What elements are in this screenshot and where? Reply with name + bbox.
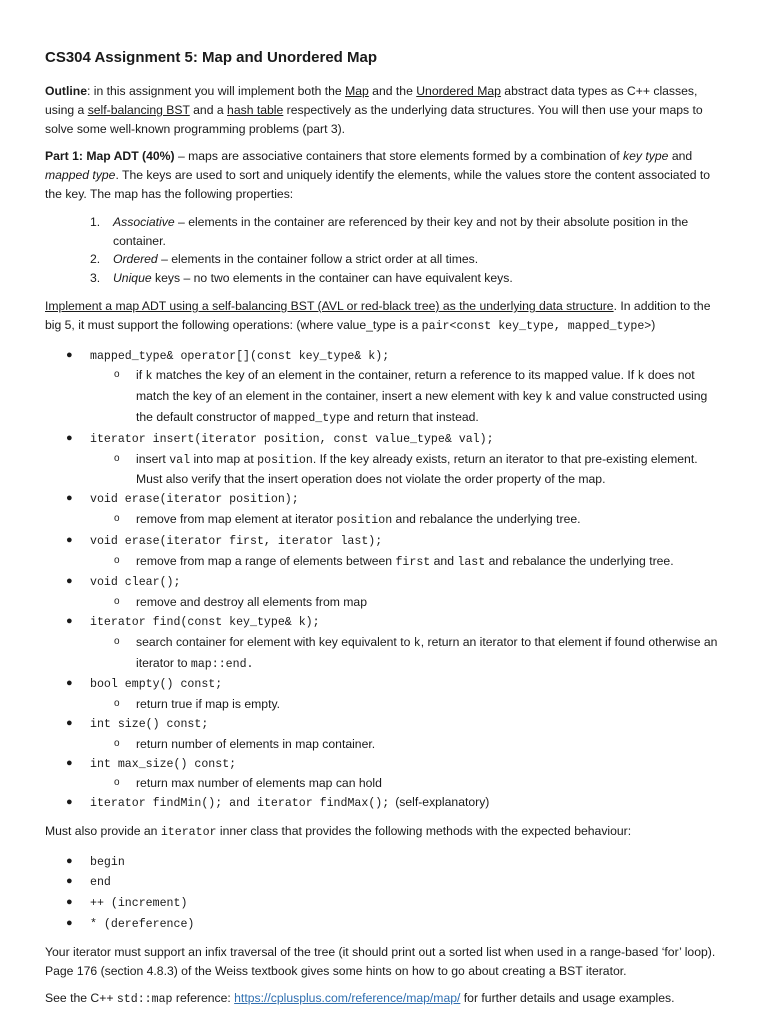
operation-description: o return true if map is empty. xyxy=(90,695,721,714)
hash-table-term: hash table xyxy=(227,102,284,117)
operation-item xyxy=(45,754,721,794)
operation-item: ● iterator findMin(); and iterator findMax(); (self-explanatory) xyxy=(66,795,490,811)
operation-item xyxy=(45,429,721,489)
operation-item xyxy=(45,489,721,531)
cplusplus-reference-link[interactable]: https://cplusplus.com/reference/map/map/ xyxy=(234,991,461,1006)
iterator-method: ● end xyxy=(45,872,721,893)
value-type-code: pair<const key_type, mapped_type> xyxy=(421,319,652,333)
operation-item xyxy=(45,572,721,612)
operation-signature: bool empty() const; xyxy=(90,678,223,692)
infix-paragraph: Your iterator must support an infix traversal of the tree (it should print out a sorted list when used in a range-based ‘for’ loop). Page 176 (section 4.8.3) of the Weiss textbook gives some hints on how to go about creating a BST iterator. xyxy=(45,944,716,978)
unordered-map-term: Unordered Map xyxy=(416,84,501,98)
impl-text: ) xyxy=(651,317,656,332)
bullet-icon: ● xyxy=(66,492,73,505)
bullet-icon: ● xyxy=(66,431,73,444)
bullet-icon: ● xyxy=(66,348,73,361)
impl-requirement: Implement a map ADT using a self-balancing BST (AVL or red-black tree) as the underlying data structure xyxy=(45,298,614,313)
operation-signature: int size() const; xyxy=(90,717,209,731)
circle-bullet-icon: o xyxy=(114,737,120,749)
key-type-term: key type xyxy=(623,149,669,164)
list-number: 3. xyxy=(90,271,101,286)
iterator-methods-list xyxy=(45,852,721,935)
map-term: Map xyxy=(345,84,369,98)
operation-signature: iterator find(const key_type& k); xyxy=(90,615,320,629)
operation-signature: iterator findMax(); xyxy=(257,797,390,811)
operation-item xyxy=(45,674,721,714)
outline-paragraph xyxy=(45,82,721,138)
operation-signature: void erase(iterator position); xyxy=(90,493,299,507)
outline-text: and a xyxy=(189,102,228,117)
operation-description: o return max number of elements map can hold xyxy=(90,774,721,793)
property-text: – elements in the container are referenced by their key and not by their absolute position in the container. xyxy=(113,214,689,248)
part1-text: and xyxy=(668,149,693,164)
mapped-type-term: mapped type xyxy=(45,168,116,183)
operation-signature: int max_size() const; xyxy=(90,757,237,771)
bullet-icon: ● xyxy=(66,896,73,909)
outline-text: : in this assignment you will implement both the xyxy=(86,84,346,98)
property-item xyxy=(45,213,721,251)
bullet-icon: ● xyxy=(66,796,73,809)
operation-item xyxy=(45,612,721,674)
document-page xyxy=(45,48,721,1019)
property-item xyxy=(45,269,721,288)
circle-bullet-icon: o xyxy=(114,369,120,381)
operation-description: o search container for element with key equivalent to k, return an iterator to that element if found otherwise an iterator to map::end. xyxy=(114,634,718,671)
property-text: – elements in the container follow a strict order at all times. xyxy=(157,252,479,267)
operation-item xyxy=(45,346,721,429)
operation-description: o remove from map element at iterator position and rebalance the underlying tree. xyxy=(114,511,581,527)
document-title: CS304 Assignment 5: Map and Unordered Map xyxy=(45,49,378,66)
operation-signature: mapped_type& operator[](const key_type& k); xyxy=(90,349,390,363)
operation-signature: iterator findMin(); xyxy=(90,797,223,811)
circle-bullet-icon: o xyxy=(114,554,120,566)
operation-note: (self-explanatory) xyxy=(395,795,490,810)
circle-bullet-icon: o xyxy=(114,596,120,608)
impl-paragraph xyxy=(45,297,721,337)
operation-signature: void clear(); xyxy=(90,576,181,590)
circle-bullet-icon: o xyxy=(114,512,120,524)
circle-bullet-icon: o xyxy=(114,777,120,789)
part1-paragraph xyxy=(45,147,721,203)
bullet-icon: ● xyxy=(66,716,73,729)
part1-text: . The keys are used to sort and uniquely identify the elements, while the values store the content associated to the key. The map has the following properties: xyxy=(45,168,711,201)
circle-bullet-icon: o xyxy=(114,452,120,464)
iterator-method: ● ++ (increment) xyxy=(45,893,721,914)
operation-description: o remove and destroy all elements from map xyxy=(90,593,721,612)
outline-text: abstract data types as C++ classes, using a xyxy=(45,84,698,117)
bullet-icon: ● xyxy=(66,575,73,588)
operation-item xyxy=(45,714,721,754)
bst-term: self-balancing BST xyxy=(87,102,190,117)
outline-text: respectively as the underlying data structures. You will then use your maps to solve some well-known programming problems (part 3). xyxy=(45,102,703,136)
operation-description: o if k matches the key of an element in the container, return a reference to its mapped value. If k does not match the key of an element in the container, insert a new element with key k and value constructed using the default constructor of mapped_type and return that instead. xyxy=(114,368,708,425)
bullet-icon: ● xyxy=(66,614,73,627)
see-also-paragraph: See the C++ std::map reference: https://cplusplus.com/reference/map/map/ for further details and usage examples. xyxy=(45,991,675,1007)
iterator-method: ● * (dereference) xyxy=(45,914,721,935)
impl-text: . In addition to the big 5, it must support the following operations: (where value_type is a xyxy=(45,298,711,332)
circle-bullet-icon: o xyxy=(114,635,120,647)
property-text: keys – no two elements in the container can have equivalent keys. xyxy=(151,271,513,286)
operation-item xyxy=(45,531,721,573)
list-number: 2. xyxy=(90,252,101,267)
bullet-icon: ● xyxy=(66,875,73,888)
operation-signature: iterator insert(iterator position, const value_type& val); xyxy=(90,432,494,446)
bullet-icon: ● xyxy=(66,854,73,867)
property-term: Ordered xyxy=(113,252,158,267)
operation-description: o return number of elements in map container. xyxy=(90,735,721,754)
bullet-icon: ● xyxy=(66,533,73,546)
outline-label: Outline xyxy=(45,84,87,98)
part1-text: – maps are associative containers that store elements formed by a combination of xyxy=(174,149,624,164)
iterator-intro: Must also provide an iterator inner class that provides the following methods with the expected behaviour: xyxy=(45,823,632,839)
bullet-icon: ● xyxy=(66,677,73,690)
outline-text: and the xyxy=(368,84,417,98)
std-map-code: std::map xyxy=(116,993,173,1007)
part1-label: Part 1: Map ADT (40%) xyxy=(45,149,175,164)
operation-description: o insert val into map at position. If the key already exists, return an iterator to that pre-existing element. Must also verify that the insert operation does not violate the order property of the map. xyxy=(114,451,698,487)
circle-bullet-icon: o xyxy=(114,698,120,710)
property-term: Associative xyxy=(113,214,175,229)
operation-signature: void erase(iterator first, iterator last); xyxy=(90,534,383,548)
properties-list xyxy=(45,213,721,288)
operation-description: o remove from map a range of elements between first and last and rebalance the underlying tree. xyxy=(114,553,674,569)
bullet-icon: ● xyxy=(66,756,73,769)
property-term: Unique xyxy=(113,271,152,286)
list-number: 1. xyxy=(90,214,101,229)
iterator-method: ● begin xyxy=(45,852,721,873)
bullet-icon: ● xyxy=(66,917,73,930)
iterator-code: iterator xyxy=(160,825,217,839)
property-item xyxy=(45,250,721,269)
operations-list xyxy=(45,346,721,814)
